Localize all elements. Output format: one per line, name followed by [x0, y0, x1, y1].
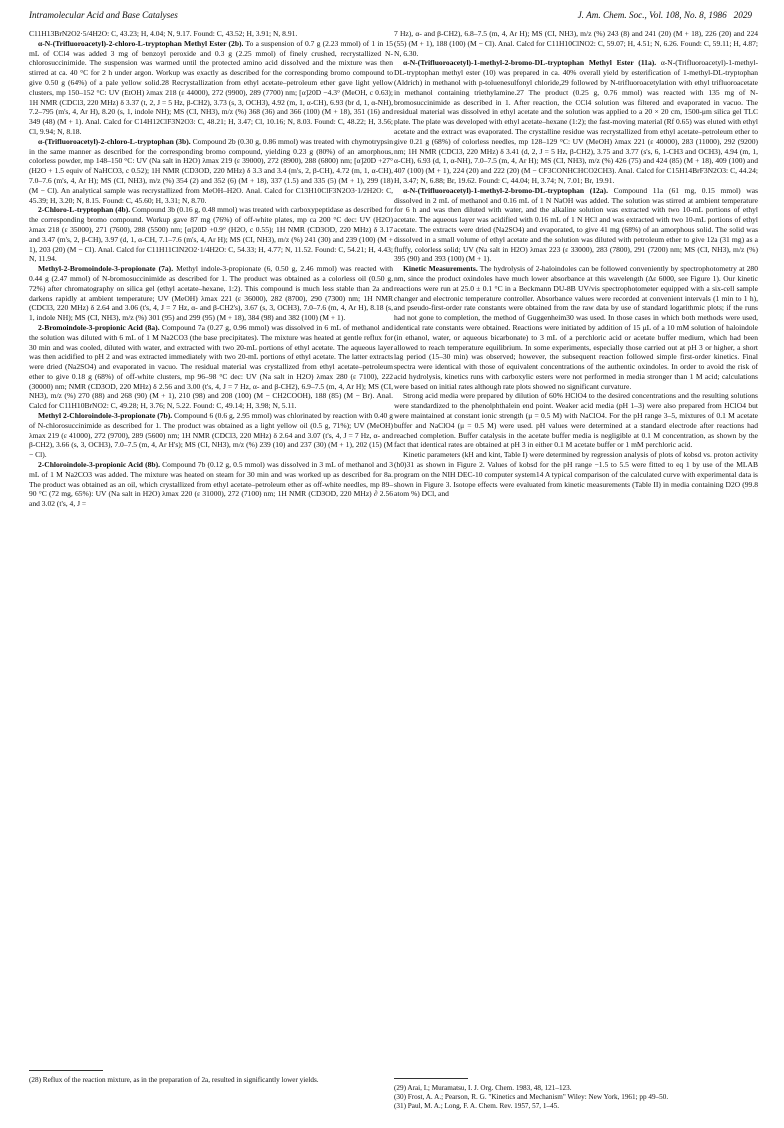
footnotes-right [394, 1084, 758, 1112]
paragraph-text: C11H13BrN2O2·5/4H2O: C, 43.23; H, 4.04; N, 9.17. Found: C, 43.52; H, 3.91; N, 8.91. [29, 29, 298, 38]
footnote: (30) Frost, A. A.; Pearson, R. G. "Kinetics and Mechanism" Wiley: New York, 1961; pp 49–50. [394, 1093, 669, 1102]
paragraph-text: α-N-(Trifluoroacetyl)-1-methyl-DL-tryptophan methyl ester (10) was prepared in ca. 40% overall yield by esterification of 1-methyl-DL-tryptophan (Aldrich) in methanol with p-toluenesulfonyl chloride,29 followed by N-trifluoroacetylation with ethyl trifluoroacetate in methanol containing triethylamine.27 The product (0.25 g, 0.76 mmol) was reacted with 135 mg of N-bromosuccinimide as described in 1. After reaction, the CCl4 solution was filtered and evaporated in vacuo. The residual material was dissolved in ethyl acetate and the solution was applied to a 20 × 20 cm, 1500-μm silica gel TLC plate. The plate was developed with ethyl acetate–hexane (1:2); the fast-moving material (Rf 0.65) was eluted with ethyl acetate and the extract was evaporated. The crystalline residue was recrystallized from ethyl acetate–petroleum ether to give 0.21 g (68%) of colorless needles, mp 128–129 °C: UV (MeOH) λmax 221 (ε 40000), 283 (11000), 292 (9200) nm; 1H NMR (CDCl3, 220 MHz) δ 3.41 (d, 2, J = 5 Hz, β-CH2), 3.75 and 3.77 (s's, 6, 1-CH3 and OCH3), 4.94 (m, 1, α-CH), 6.93 (d, 1, α-NH), 7.0–7.5 (m, 4, Ar H); MS (CI, NH3), m/z (%) 426 (75) and 424 (85) (M + 18), 409 (100) and 407 (100) (M + 1), 224 (20) and 222 (20) (M − CF3CONHCHCO2CH3). Anal. Calcd for C15H14BrF3N2O3: C, 44.24; H, 3.47; N, 6.88; Br, 19.62. Found: C, 44.04; H, 3.74; N, 7.01; Br, 19.91. [394, 58, 758, 185]
footnotes-left [29, 1076, 393, 1085]
paragraph [29, 205, 393, 264]
paragraph [394, 264, 758, 391]
paragraph-title: α-N-(Trifluoroacetyl)-1-methyl-2-bromo-DL-tryptophan Methyl Ester (11a). [403, 58, 657, 68]
journal-header [578, 10, 752, 20]
page-number: 2029 [733, 10, 752, 20]
paragraph [394, 450, 758, 499]
paragraph-text: Compound 3b (0.16 g, 0.48 mmol) was treated with carboxypeptidase as described for the corresponding bromo compound. Workup gave 87 mg (76%) of off-white plates, mp ca 200 °C dec: UV (H2O) λmax 218 (ε 35000), 271 (7600), 288 (5500) nm; [α]20D +0.9° (H2O, c 0.55); 1H NMR (CD3OD, 220 MHz) δ 3.17 and 3.47 (m's, 2, β-CH), 3.97 (d, 1, α-CH, 7.1–7.6 (m's, 4, Ar H); MS (CI, NH3), m/z (%) 241 (30) and 239 (100) (M + 1), 203 (20) (M − Cl). Anal. Calcd for C11H11ClN2O2·1/4H2O: C, 54.33; H, 4.77; N, 11.52. Found: C, 54.21; H, 4.43; N, 11.94. [29, 205, 394, 264]
footnote-rule [394, 1078, 468, 1079]
paragraph-title: 2-Chloro-L-tryptophan (4b). [38, 205, 131, 215]
paragraph [29, 264, 393, 323]
paragraph [394, 186, 758, 264]
paragraph-text: Methyl indole-3-propionate (6, 0.50 g, 2.46 mmol) was reacted with 0.44 g (2.47 mmol) of N-bromosuccinimide as described for 1. The product was obtained as a colorless oil (0.50 g, 72%) after chromatography on silica gel (ethyl acetate–hexane, 1:2). This compound is much less stable than 2a and darkens rapidly at ambient temperature; UV (MeOH) λmax 221 (ε 36000), 282 (8700), 290 (7300) nm; 1H NMR (CDCl3, 220 MHz) δ 2.64 and 3.06 (t's, 4, J = 7 Hz, α- and β-CH2's), 3.67 (s, 3, OCH3), 7.0–7.6 (m, 4, Ar H), 8.18 (s, 1, indole NH); MS (CI, NH3), m/z (%) 301 (95) and 299 (95) (M + 18), 384 (98) and 382 (100) (M + 1). [29, 264, 393, 323]
paragraph-text: Strong acid media were prepared by dilution of 60% HClO4 to the desired concentrations and the resulting solutions were standardized to the phenolphthalein end point. Weaker acid media (pH 1–3) were also prepared from HClO4 but were maintained at constant ionic strength (μ = 0.5 M) with NaClO4. For the pH range 3–5, mixtures of 0.1 M acetate buffer and NaClO4 (μ = 0.5 M) were used. pH values were determined at a standard electrode after reactions had reached completion. Buffer catalysis in the acetate buffer media is negligible at 0.1 M concentration, as shown by the fact that identical rates are obtained at pH 3 in either 0.1 M acetate buffer or 1 mM perchloric acid. [394, 391, 758, 450]
paragraph [394, 391, 758, 450]
paragraph-title: 2-Bromoindole-3-propionic Acid (8a). [38, 322, 160, 332]
paragraph [394, 29, 758, 58]
paragraph-title: α-(Trifluoroacetyl)-2-chloro-L-tryptophan (3b). [38, 136, 191, 146]
paragraph-text: Compound 11a (61 mg, 0.15 mmol) was dissolved in 2 mL of methanol and 0.16 mL of 1 N NaOH was added. The solution was stirred at ambient temperature for 6 h and was then diluted with water, and the alkaline solution was extracted with two 10-mL portions of ethyl acetate. The aqueous layer was acidified with 0.16 mL of 1 N HCl and was extracted with two 10-mL portions of ethyl acetate. The extracts were dried (Na2SO4) and evaporated, to give 41 mg (68%) of an amorphous solid. The solid was dissolved in a small volume of ethyl acetate and the solution was diluted with petroleum ether to give 12a (31 mg) as a fluffy, colorless solid; UV (Na salt in H2O) λmax 223 (ε 33000), 283 (7800), 291 (7200) nm; MS (CI, NH3), m/z (%) 395 (90) and 393 (100) (M + 1). [394, 185, 759, 264]
paragraph-text: To a suspension of 0.7 g (2.23 mmol) of 1 in 15 mL of CCl4 was added 3 mg of benzoyl peroxide and 0.3 g (2.25 mmol) of finely crushed, recrystallized N-chlorosuccinimide. The suspension was warmed until the protected amino acid dissolved and the mixture was then stirred at ca. 40 °C for 2 h under argon. Workup was exactly as described for the corresponding bromo compound to give 0.50 g (64%) of a pale yellow solid.28 Recrystallization from ethyl acetate–petroleum ether gave light yellow clusters, mp 150–152 °C: UV (EtOH) λmax 218 (ε 44000), 272 (9900), 289 (7700) nm; [α]20D −4.3° (MeOH, c 0.63); 1H NMR (CDCl3, 220 MHz) δ 3.37 (t, 2, J = 5 Hz, β-CH2), 3.73 (s, 3, OCH3), 4.92 (m, 1, α-CH), 6.93 (br d, 1, α-NH), 7.2–795 (m's, 4, Ar H), 8.20 (s, 1, indole NH); MS (CI, NH3), m/z (%) 368 (36) and 366 (100) (M + 18), 351 (16) and 349 (48) (M + 1). Anal. Calcd for C14H12ClF3N2O3: C, 48.21; H, 3.47; Cl, 10.16; N, 8.03. Found: C, 48.22; H, 3.56; Cl, 9.94; N, 8.18. [29, 38, 393, 136]
journal-citation: J. Am. Chem. Soc., Vol. 108, No. 8, 1986 [577, 10, 727, 20]
paragraph-text: Compound 2b (0.30 g, 0.86 mmol) was treated with chymotrypsin in the same manner as described for the corresponding bromo compound, yielding 0.23 g (80%) of an amorphous, colorless powder, mp 148–150 °C: UV (Na salt in H2O) λmax 219 (ε 39000), 272 (8900), 288 (6800) nm; [α]20D +27° (H2O + 1.5 equiv of NaHCO3, c 0.52); 1H NMR (CD3OD, 220 MHz) δ 3.3 and 3.4 (m's, 2, β-CH), 4.72 (m, 1, α-CH), 7.0–7.6 (m's, 4, Ar H); MS (CI, NH3), m/z (%) 354 (2) and 352 (6) (M + 18), 337 (1.5) and 335 (5) (M + 1), 299 (18) (M − Cl). An analytical sample was recrystallized from MeOH–H2O. Anal. Calcd for C13H10ClF3N2O3·1/2H2O: C, 45.39; H, 3.20; N, 8.15. Found: C, 45.60; H, 3.31; N, 8.70. [29, 136, 393, 205]
paragraph-text: Compound 7a (0.27 g, 0.96 mmol) was dissolved in 6 mL of methanol and the solution was diluted with 6 mL of 1 M Na2CO3 (the base precipitates). The mixture was heated at gentle reflux for 30 min and was cooled, diluted with water, and extracted with two 20-mL portions of ethyl acetate. The aqueous layer was then acidified to pH 2 and was extracted immediately with two 20-mL portions of ethyl acetate. The latter extracts were dried (Na2SO4) and evaporated in vacuo. The residual material was crystallized from ethyl acetate–petroleum ether to give 0.18 g (68%) of off-white clusters, mp 96–98 °C dec: UV (Na salt in H2O) λmax 280 (ε 7100), 222 (30000) nm; NMR (CD3OD, 220 MHz) δ 2.56 and 3.00 (t's, 4, J = 7 Hz, α- and β-CH2), 6.9–7.5 (m, 4, Ar H); MS (CI, NH3), m/z (%) 270 (88) and 268 (90) (M + 1), 210 (98) and 208 (100) (M − CH2COOH), 188 (85) (M − Br). Anal. Calcd for C11H10BrNO2: C, 49.28; H, 3.76; N, 5.22. Found: C, 49.14; H, 3.98; N, 5.11. [29, 322, 394, 411]
footnote: (29) Arai, I.; Muramatsu, I. J. Org. Chem. 1983, 48, 121–123. [394, 1084, 572, 1092]
paragraph [29, 137, 393, 206]
paragraph-text: Kinetic parameters (kH and kint, Table I) were determined by regression analysis of plots of kobsd vs. proton activity (h0)31 as shown in Figure 2. Values of kobsd for the pH range −1.5 to 5.5 were fitted to eq 1 by use of the MLAB program on the NIH DEC-10 computer system14 A typical comparison of the calculated curve with experimental data is shown in Figure 3. Isotope effects were evaluated from kinetic measurements (Table II) in media containing D2O (99.8 atom %) DCl, and [394, 450, 758, 499]
paragraph [29, 411, 393, 460]
paragraph [29, 29, 393, 39]
paragraph-text: Compound 6 (0.6 g, 2.95 mmol) was chlorinated by reaction with 0.40 g of N-chlorosuccinimide as described for 1. The product was obtained as a light yellow oil (0.5 g, 71%); UV (MeOH) λmax 219 (ε 41000), 272 (9700), 289 (5600) nm; 1H NMR (CDCl3, 220 MHz) δ 2.64 and 3.07 (t's, 4, J = 7 Hz, α- and β-CH2), 3.66 (s, 3, OCH3), 7.0–7.5 (m, 4, Ar H's); MS (CI, NH3), m/z (%) 239 (10) and 237 (30) (M + 1), 202 (15) (M − Cl). [29, 411, 393, 460]
paragraph-title: Kinetic Measurements. [403, 264, 478, 274]
footnote: (28) Reflux of the reaction mixture, as in the preparation of 2a, resulted in significantly lower yields. [29, 1076, 319, 1084]
paragraph-text: Compound 7b (0.12 g, 0.5 mmol) was dissolved in 3 mL of methanol and 3 mL of 1 M Na2CO3 was added. The mixture was heated on steam for 30 min and was worked up as described for 8a. The product was obtained as an oil, which crystallized from ethyl acetate–petroleum ether as off-white needles, mp 89–90 °C (72 mg, 65%): UV (Na salt in H2O) λmax 220 (ε 31000), 272 (7100) nm; 1H NMR (CD3OD, 220 MHz) ∂ 2.56 and 3.02 (t's, 4, J = [29, 460, 394, 509]
paragraph [29, 460, 393, 509]
running-title: Intramolecular Acid and Base Catalyses [29, 10, 178, 20]
paragraph-text: The hydrolysis of 2-haloindoles can be followed conveniently by spectrophotometry at 280 nm, since the product oxindoles have much lower absorbance at this wavelength (Δε 6000, see Figure 1). Our kinetic reactions were run at 25.0 ± 0.1 °C in a Beckmann DU-8B UV/vis spectrophotometer equipped with a six-cell sample changer and electronic temperature controller. Absorbance values were recorded at convenient intervals (1 min to 1 h), and pseudo-first-order rate constants were obtained from the raw data by use of standard logarithmic plots; if the runs had not gone to completion, the method of Guggenheim30 was used. In those cases in which both methods were used, identical rate constants were obtained. Reactions were initiated by addition of 15 μL of a 10 mM solution of haloindole (in ethanol, water, or aqueous bicarbonate) to 3 mL of a perchloric acid or acetate buffer medium, which had been allowed to reach temperature equilibrium. In some experiments, especially those carried out at pH 3 or higher, a short lag period (15–30 min) was observed; however, the subsequent reaction followed simple first-order kinetics. Final spectra were identical with those of equivalent concentrations of the authentic oxindoles. In order to avoid the risk of acid hydrolysis, kinetics runs with carboxylic esters were not performed in media stronger than 1 M acid; calculations were based on initial rates although rate plots showed no significant curvature. [394, 264, 758, 391]
paragraph-title: α-N-(Trifluoroacetyl)-1-methyl-2-bromo-DL-tryptophan (12a). [403, 185, 608, 195]
footnote: (31) Paul, M. A.; Long, F. A. Chem. Rev. 1957, 57, 1–45. [394, 1102, 560, 1111]
right-column [394, 29, 758, 499]
footnote-rule [29, 1070, 103, 1071]
left-column [29, 29, 393, 509]
paragraph [394, 58, 758, 185]
paragraph-title: 2-Chloroindole-3-propionic Acid (8b). [38, 460, 161, 470]
paragraph-title: Methyl 2-Chloroindole-3-propionate (7b). [38, 411, 173, 421]
paragraph-title: Methyl-2-Bromoindole-3-propionate (7a). [38, 264, 174, 274]
paragraph-text: 7 Hz), α- and β-CH2), 6.8–7.5 (m, 4, Ar H); MS (CI, NH3), m/z (%) 243 (8) and 241 (20) (M + 18), 226 (20) and 224 (55) (M + 1), 188 (100) (M − Cl). Anal. Calcd for C11H10ClNO2: C, 59.07; H, 4.51; N, 6.26. Found: C, 59.11; H, 4.87; N, 6.30. [394, 29, 758, 58]
paragraph [29, 39, 393, 137]
paragraph-title: α-N-(Trifluoroacetyl)-2-chloro-L-tryptophan Methyl Ester (2b). [38, 38, 244, 48]
paragraph [29, 323, 393, 411]
